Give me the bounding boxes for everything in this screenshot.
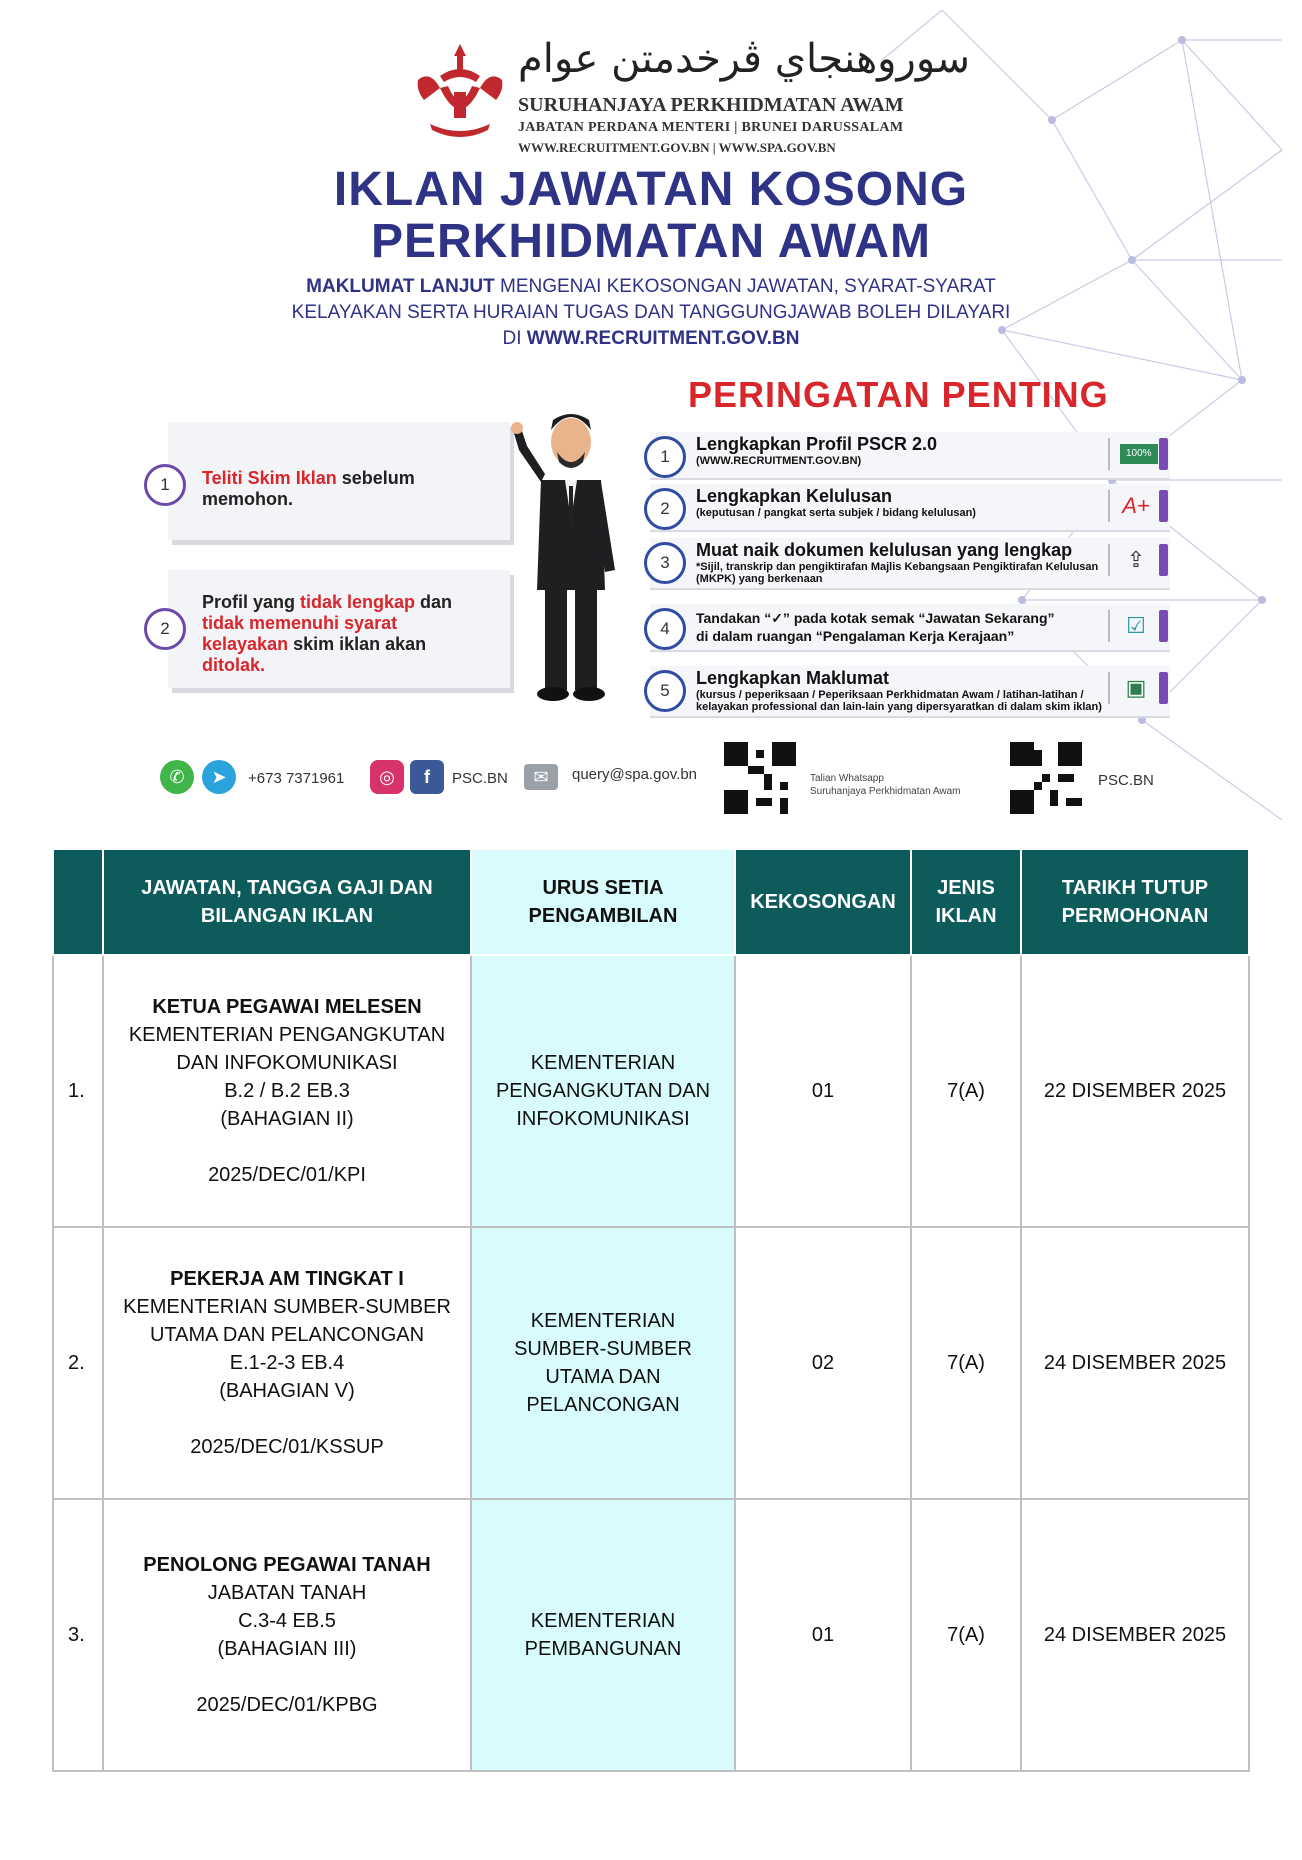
recruitment-poster: [0, 0, 1302, 850]
warning-item-3: [650, 538, 1170, 590]
position-salary: B.2 / B.2 EB.3: [224, 1080, 350, 1102]
secretariat-line: PELANCONGAN: [526, 1394, 680, 1416]
qr-caption-line: Suruhanjaya Perkhidmatan Awam: [810, 786, 961, 797]
agency-name: SURUHANJAYA PERKHIDMATAN AWAM: [518, 94, 904, 116]
ad-type-cell: 7(A): [911, 1499, 1021, 1771]
note-text-part: sebelum: [336, 468, 415, 488]
ad-type-cell: 7(A): [911, 955, 1021, 1227]
secretariat-line: KEMENTERIAN: [530, 1310, 676, 1332]
poster-subtitle-line1: [0, 274, 1302, 300]
subtitle-prefix: DI: [502, 328, 527, 349]
poster-subtitle-line2: KELAYAKAN SERTA HURAIAN TUGAS DAN TANGGUNGJAWAB BOLEH DILAYARI: [291, 302, 1011, 323]
note-highlight: tidak memenuhi syarat: [202, 613, 398, 633]
grade-a-plus-icon: A+: [1108, 490, 1152, 522]
position-detail: KEMENTERIAN PENGANGKUTAN: [128, 1024, 446, 1046]
header-vacancies: KEKOSONGAN: [735, 849, 911, 955]
qr-caption-line: Talian Whatsapp: [810, 773, 884, 784]
position-detail: UTAMA DAN PELANCONGAN: [149, 1324, 425, 1346]
position-division: (BAHAGIAN III): [217, 1638, 357, 1660]
position-division: (BAHAGIAN II): [220, 1108, 354, 1130]
mail-icon: ✉: [524, 764, 558, 790]
position-detail: KEMENTERIAN SUMBER-SUMBER: [123, 1296, 451, 1318]
note-highlight: ditolak.: [202, 655, 266, 675]
warning-number: 5: [644, 670, 686, 712]
note-highlight: Teliti Skim Iklan: [202, 468, 337, 488]
table-row: [53, 1227, 1249, 1499]
position-salary: E.1-2-3 EB.4: [229, 1352, 345, 1374]
warning-item-detail: *Sijil, transkrip dan pengiktirafan Majlis Kebangsaan Pengiktirafan Kelulusan: [696, 561, 1099, 573]
note-card-1: [160, 422, 510, 540]
note-text-part: Profil yang: [202, 592, 301, 612]
battery-label: 100%: [1120, 444, 1158, 464]
vacancy-table: [52, 848, 1250, 1772]
note-card-2: [160, 570, 510, 688]
note-text-2: [202, 592, 452, 676]
position-division: (BAHAGIAN V): [219, 1380, 355, 1402]
subtitle-rest: MENGENAI KEKOSONGAN JAWATAN, SYARAT-SYARAT: [494, 276, 996, 297]
warning-item-detail: kelayakan professional dan lain-lain yang dipersyaratkan di dalam skim iklan): [696, 701, 1102, 713]
position-cell: [103, 955, 471, 1227]
secretariat-cell: [471, 1227, 735, 1499]
ad-type-cell: 7(A): [911, 1227, 1021, 1499]
secretariat-line: PENGANGKUTAN DAN: [495, 1080, 711, 1102]
secretariat-cell: [471, 955, 735, 1227]
header-number: [53, 849, 103, 955]
note-text-part: dan: [415, 592, 453, 612]
warning-item-2: [650, 484, 1170, 532]
header-secretariat: URUS SETIA PENGAMBILAN: [471, 849, 735, 955]
vacancies-cell: 01: [735, 1499, 911, 1771]
accent-bar: [1159, 672, 1168, 704]
position-detail: JABATAN TANAH: [207, 1582, 367, 1604]
position-title: PENOLONG PEGAWAI TANAH: [143, 1554, 431, 1576]
facebook-icon[interactable]: f: [410, 760, 444, 794]
secretariat-cell: [471, 1499, 735, 1771]
position-ref: 2025/DEC/01/KPBG: [196, 1694, 378, 1716]
warning-title: PERINGATAN PENTING: [688, 374, 1109, 415]
network-background-graphic: [882, 0, 1302, 850]
position-title: PEKERJA AM TINGKAT I: [170, 1268, 404, 1290]
qr-caption-whatsapp: [810, 772, 960, 798]
position-title: KETUA PEGAWAI MELESEN: [152, 996, 422, 1018]
note-highlight: kelayakan: [202, 634, 289, 654]
certificate-icon: ▣: [1108, 672, 1152, 704]
telegram-icon[interactable]: ➤: [202, 760, 236, 794]
position-ref: 2025/DEC/01/KSSUP: [190, 1436, 384, 1458]
checkbox-icon: ☑: [1108, 610, 1152, 642]
note-text-part: skim iklan akan: [288, 634, 427, 654]
table-row: [53, 1499, 1249, 1771]
header-ad-type: JENIS IKLAN: [911, 849, 1021, 955]
instagram-icon[interactable]: ◎: [370, 760, 404, 794]
note-text-1: [202, 468, 415, 510]
vacancies-cell: 02: [735, 1227, 911, 1499]
warning-number: 1: [644, 436, 686, 478]
poster-title-line1: IKLAN JAWATAN KOSONG: [333, 163, 969, 216]
note-highlight: tidak lengkap: [300, 592, 416, 612]
secretariat-line: KEMENTERIAN: [530, 1052, 676, 1074]
warning-item-4: [650, 604, 1170, 652]
warning-item-detail: (WWW.RECRUITMENT.GOV.BN): [696, 455, 862, 467]
table-header-row: [53, 849, 1249, 955]
warning-number: 2: [644, 488, 686, 530]
recruitment-link[interactable]: WWW.RECRUITMENT.GOV.BN: [526, 328, 800, 349]
spacer: [108, 1663, 466, 1691]
agency-logo-block: [410, 36, 970, 166]
warning-item-detail: (kursus / peperiksaan / Peperiksaan Perkhidmatan Awam / latihan-latihan /: [696, 689, 1084, 701]
spacer: [108, 1133, 466, 1161]
whatsapp-icon[interactable]: ✆: [160, 760, 194, 794]
whatsapp-qr-code[interactable]: [724, 742, 796, 814]
warning-item-title: Tandakan “✓” pada kotak semak “Jawatan Sekarang”: [696, 610, 1055, 626]
warning-number: 3: [644, 542, 686, 584]
position-salary: C.3-4 EB.5: [238, 1610, 336, 1632]
contact-phone[interactable]: +673 7371961: [248, 770, 345, 787]
table-row: [53, 955, 1249, 1227]
warning-item-title: Lengkapkan Profil PSCR 2.0: [696, 434, 938, 454]
secretariat-line: KEMENTERIAN: [530, 1610, 676, 1632]
vacancies-cell: 01: [735, 955, 911, 1227]
accent-bar: [1159, 544, 1168, 576]
row-number: 2.: [53, 1227, 103, 1499]
position-ref: 2025/DEC/01/KPI: [208, 1164, 366, 1186]
header-position: JAWATAN, TANGGA GAJI DAN BILANGAN IKLAN: [103, 849, 471, 955]
secretariat-line: PEMBANGUNAN: [524, 1638, 682, 1660]
contact-social-handle[interactable]: PSC.BN: [452, 770, 508, 787]
closing-date-cell: 22 DISEMBER 2025: [1021, 955, 1249, 1227]
warning-item-title: Lengkapkan Maklumat: [696, 668, 890, 688]
row-number: 3.: [53, 1499, 103, 1771]
battery-full-icon: [1108, 438, 1152, 470]
position-cell: [103, 1227, 471, 1499]
agency-websites: WWW.RECRUITMENT.GOV.BN | WWW.SPA.GOV.BN: [518, 140, 836, 155]
note-number-1: 1: [144, 464, 186, 506]
closing-date-cell: 24 DISEMBER 2025: [1021, 1499, 1249, 1771]
agency-name-jawi: سوروهنجاي ڤرخدمتن عوام: [518, 36, 970, 82]
secretariat-line: INFOKOMUNIKASI: [516, 1108, 690, 1130]
warning-item-5: [650, 666, 1170, 718]
accent-bar: [1159, 610, 1168, 642]
poster-title-line2: PERKHIDMATAN AWAM: [370, 215, 932, 268]
accent-bar: [1159, 438, 1168, 470]
social-qr-code[interactable]: [1010, 742, 1082, 814]
warning-item-1: [650, 432, 1170, 480]
warning-item-detail: (MKPK) yang berkenaan: [696, 573, 823, 585]
businessman-illustration: [505, 400, 625, 710]
position-detail: DAN INFOKOMUNIKASI: [176, 1052, 398, 1074]
subtitle-bold: MAKLUMAT LANJUT: [306, 276, 495, 297]
secretariat-line: SUMBER-SUMBER: [514, 1338, 692, 1360]
closing-date-cell: 24 DISEMBER 2025: [1021, 1227, 1249, 1499]
accent-bar: [1159, 490, 1168, 522]
warning-item-detail: (keputusan / pangkat serta subjek / bidang kelulusan): [696, 507, 976, 519]
header-closing-date: TARIKH TUTUP PERMOHONAN: [1021, 849, 1249, 955]
qr-caption-social: PSC.BN: [1098, 772, 1154, 789]
warning-number: 4: [644, 608, 686, 650]
spacer: [108, 1405, 466, 1433]
contact-email[interactable]: query@spa.gov.bn: [572, 766, 698, 783]
row-number: 1.: [53, 955, 103, 1227]
poster-subtitle-line3: [0, 326, 1302, 352]
note-text-part: memohon.: [202, 489, 294, 509]
warning-item-title: Lengkapkan Kelulusan: [696, 486, 893, 506]
position-cell: [103, 1499, 471, 1771]
secretariat-line: UTAMA DAN: [545, 1366, 661, 1388]
upload-icon: ⇪: [1108, 544, 1152, 576]
note-number-2: 2: [144, 608, 186, 650]
brunei-crest-icon: [410, 40, 510, 140]
agency-department: JABATAN PERDANA MENTERI | BRUNEI DARUSSALAM: [518, 120, 904, 135]
warning-item-detail: di dalam ruangan “Pengalaman Kerja Kerajaan”: [696, 628, 1015, 644]
warning-item-title: Muat naik dokumen kelulusan yang lengkap: [696, 540, 1073, 560]
